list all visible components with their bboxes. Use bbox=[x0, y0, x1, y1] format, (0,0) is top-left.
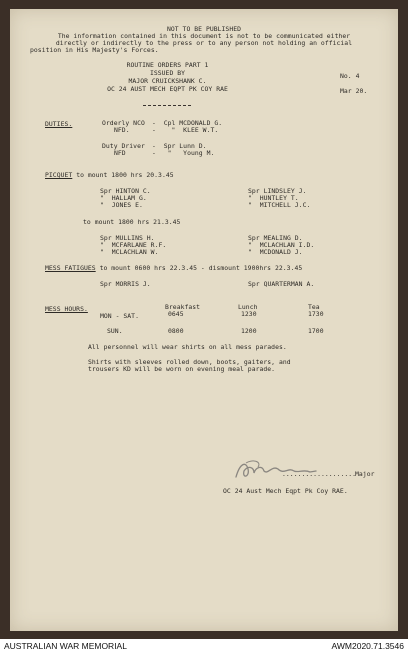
issuer-unit: OC 24 AUST MECH EQPT PK COY RAE bbox=[107, 85, 228, 93]
notice-line-2: directly or indirectly to the press or to any person not holding an official bbox=[55, 39, 353, 47]
picquet-g1-left-1: Spr HINTON C. bbox=[100, 187, 151, 195]
picquet-mount-1: to mount 1800 hrs 20.3.45 bbox=[72, 171, 174, 179]
orderly-label: Orderly NCO bbox=[102, 119, 145, 127]
mess-fatigues-heading: MESS FATIGUES bbox=[45, 264, 96, 272]
signature-unit: OC 24 Aust Mech Eqpt Pk Coy RAE. bbox=[223, 487, 348, 495]
note-shirts: All personnel will wear shirts on all mess parades. bbox=[88, 343, 287, 351]
footer-institution: AUSTRALIAN WAR MEMORIAL bbox=[4, 641, 127, 651]
driver-nfd-value: - " Young M. bbox=[152, 149, 215, 157]
archive-footer bbox=[0, 639, 408, 653]
issued-by: ISSUED BY bbox=[149, 69, 186, 77]
notice-line-3: position in His Majesty's Forces. bbox=[30, 46, 159, 54]
row-mon-sat: MON - SAT. bbox=[100, 312, 139, 320]
orders-title: ROUTINE ORDERS PART 1 bbox=[126, 61, 209, 69]
orderly-nfd-label: NFD. bbox=[114, 126, 130, 134]
picquet-g1-right-2: " HUNTLEY T. bbox=[248, 194, 299, 202]
orderly-nfd-value: - " KLEE W.T. bbox=[152, 126, 219, 134]
driver-label: Duty Driver bbox=[102, 142, 145, 150]
classification: NOT TO BE PUBLISHED bbox=[166, 25, 242, 33]
note-dress-1: Shirts with sleeves rolled down, boots, gaiters, and bbox=[88, 358, 291, 366]
signature-dots: ................... bbox=[282, 470, 357, 478]
picquet-g2-right-2: " MCLACHLAN I.D. bbox=[248, 241, 315, 249]
mess-fatigues-row bbox=[45, 264, 302, 272]
picquet-mount-2: to mount 1800 hrs 21.3.45 bbox=[83, 218, 181, 226]
mess-fatigues-times: to mount 0600 hrs 22.3.45 - dismount 1900hrs 22.3.45 bbox=[95, 264, 303, 272]
document-page bbox=[10, 9, 398, 631]
picquet-g2-right-1: Spr MEALING D. bbox=[248, 234, 303, 242]
picquet-g1-right-1: Spr LINDSLEY J. bbox=[248, 187, 307, 195]
col-breakfast: Breakfast bbox=[165, 303, 201, 311]
driver-nfd-label: NFD bbox=[114, 149, 126, 157]
picquet-g1-left-2: " HALLAM G. bbox=[100, 194, 147, 202]
picquet-g2-left-3: " MCLACHLAN W. bbox=[100, 248, 159, 256]
picquet-row bbox=[45, 171, 174, 179]
mon-sat-tea: 1730 bbox=[308, 310, 324, 318]
sun-lunch: 1200 bbox=[241, 327, 257, 335]
picquet-g2-left-2: " MCFARLANE R.F. bbox=[100, 241, 167, 249]
col-tea: Tea bbox=[308, 303, 320, 311]
mon-sat-breakfast: 0645 bbox=[168, 310, 184, 318]
order-number: No. 4 bbox=[340, 72, 360, 80]
order-date: Mar 20. bbox=[340, 87, 368, 95]
picquet-g1-left-3: " JONES E. bbox=[100, 201, 143, 209]
mon-sat-lunch: 1230 bbox=[241, 310, 257, 318]
picquet-g2-right-3: " MCDONALD J. bbox=[248, 248, 303, 256]
footer-accession-number: AWM2020.71.3546 bbox=[331, 641, 404, 651]
row-sun: SUN. bbox=[107, 327, 123, 335]
picquet-g2-left-1: Spr MULLINS H. bbox=[100, 234, 155, 242]
sun-tea: 1700 bbox=[308, 327, 324, 335]
notice-line-1: The information contained in this document is not to be communicated either bbox=[57, 32, 351, 40]
mess-hours-heading: MESS HOURS. bbox=[45, 305, 88, 313]
picquet-heading: PICQUET bbox=[45, 171, 73, 179]
mess-fatigue-left: Spr MORRIS J. bbox=[100, 280, 151, 288]
note-dress-2: trousers KD will be worn on evening meal parade. bbox=[88, 365, 276, 373]
picquet-g1-right-3: " MITCHELL J.C. bbox=[248, 201, 311, 209]
duties-heading: DUTIES. bbox=[45, 120, 73, 128]
col-lunch: Lunch bbox=[238, 303, 258, 311]
sun-breakfast: 0800 bbox=[168, 327, 184, 335]
signature-rank: Major bbox=[355, 470, 375, 478]
orderly-value: - Cpl MCDONALD G. bbox=[152, 119, 223, 127]
driver-value: - Spr Lunn D. bbox=[152, 142, 207, 150]
mess-fatigue-right: Spr QUARTERMAN A. bbox=[248, 280, 315, 288]
separator-line bbox=[143, 105, 191, 106]
issuer-name: MAJOR CRUICKSHANK C. bbox=[128, 77, 207, 85]
